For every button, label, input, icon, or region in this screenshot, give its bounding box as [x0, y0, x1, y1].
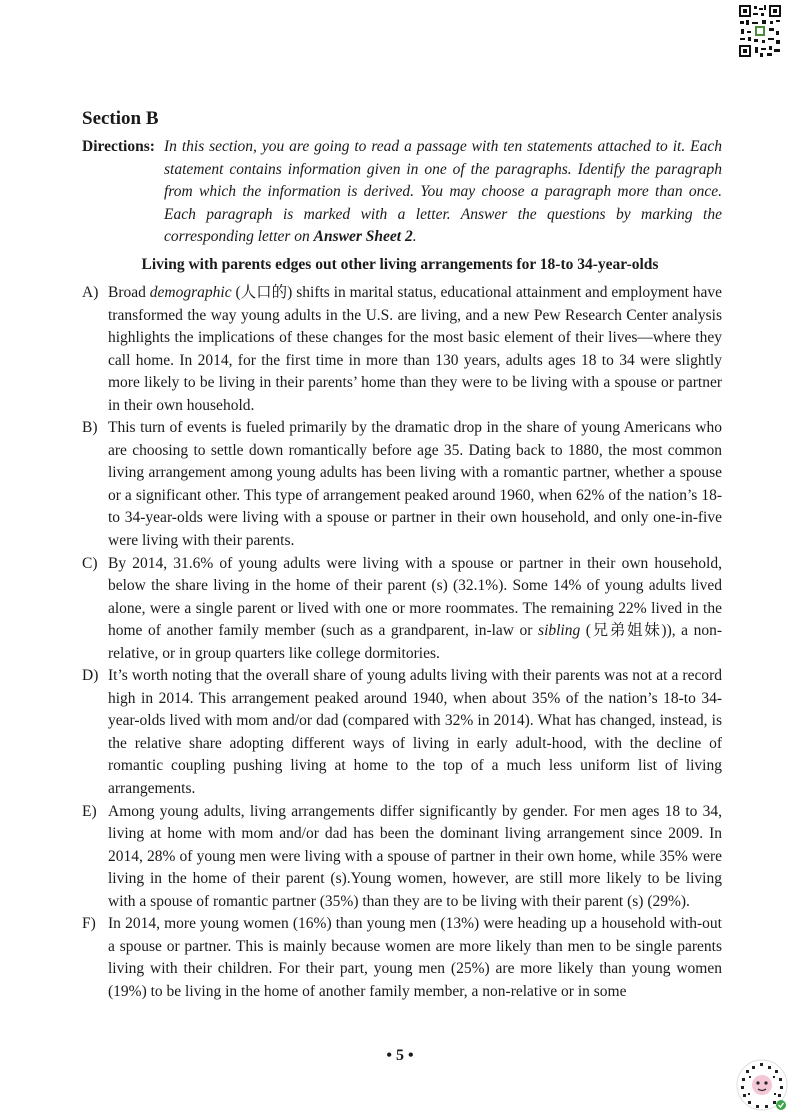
qr-code-icon: [736, 1058, 788, 1113]
paragraph-letter: A): [82, 284, 99, 301]
paragraph-e: [82, 801, 722, 914]
passage-title: Living with parents edges out other living arrangements for 18-to 34-year-olds: [141, 256, 659, 273]
paragraph-f: [82, 913, 722, 1003]
paragraph-letter: C): [82, 554, 98, 572]
directions-label: Directions:: [82, 138, 155, 155]
page-number: • 5 •: [386, 1047, 414, 1064]
directions-end: .: [412, 228, 417, 246]
directions-text: [164, 136, 722, 249]
paragraph-letter: D): [82, 667, 99, 685]
paragraph-a-pre: Broad: [108, 284, 146, 301]
paragraph-letter: B): [82, 419, 98, 437]
paragraph-a: [82, 282, 722, 417]
paragraph-a-post: shifts in marital status, educational attainment and employment have transformed the way young adults in the U.S. are living, and a new Pew Research Center analysis highlights the implications of these changes for the most basic element of their lives—where they call home. In 2014, for the first time in more than 130 years, adults ages 18 to 34 were slightly more likely to be living in their parents’ home than they were to be living with a spouse or partner in their own household.: [108, 284, 723, 414]
directions-block: [82, 136, 722, 249]
paragraph-b: [82, 417, 722, 552]
paragraph-c-post: ), a non-relative, or in group quarters like college dormitories.: [108, 622, 723, 662]
paragraph-c: [82, 553, 722, 666]
paragraph-f-text: In 2014, more young women (16%) than young men (13%) were heading up a household with-out a spouse or partner. This is mainly because women are more likely than men to be single parents living with their children. For their part, young men (25%) are more likely than young women (19%) to be living in the home of another family member, a non-relative or in some: [108, 915, 722, 1000]
paragraph-d-text: It’s worth noting that the overall share of young adults living with their parents was not at a record high in 2014. This arrangement peaked around 1940, when about 35% of the nation’s 18-to 34-year-olds lived with mom and/or dad (compared with 32% in 2014). What has changed, instead, is the relative share adopting different ways of living in early adult-hood, with the decline of romantic coupling pushing living at home to the top of a much less uniform list of living arrangements.: [108, 667, 722, 798]
paragraph-letter: E): [82, 802, 97, 820]
paragraph-b-text: This turn of events is fueled primarily by the dramatic drop in the share of young Americans who are choosing to settle down romantically before age 35. Dating back to 1880, the most common living arrangement among young adults has been living with a romantic partner, whether a spouse or a significant other. This type of arrangement peaked around 1960, when 62% of the nation’s 18- to 34-year-olds were living with a spouse or partner in their own household, and only one-in-five were living with their parents.: [108, 419, 722, 550]
paragraph-c-pre: By 2014, 31.6% of young adults were living with a spouse or partner in their own household, below the share living in the home of their parent (s) (32.1%). Some 14% of young adults lived alone, were a single parent or lived with one or more roommates. The remaining 22% lived in the home of another family member (such as a grandparent, in-law or: [108, 554, 722, 640]
term-demographic: demographic: [149, 284, 232, 301]
paragraph-letter: F): [82, 915, 96, 933]
paragraph-d: [82, 665, 722, 800]
directions-body: In this section, you are going to read a passage with ten statements attached to it. Each statement contains information given in one of the paragraphs. Identify the paragraph from which the information is derived. You may choose a paragraph more than once. Each paragraph is marked with a letter. Answer the questions by marking the corresponding letter on: [164, 138, 722, 246]
answer-sheet-label: Answer Sheet 2: [313, 228, 413, 246]
passage-body: [82, 282, 722, 1004]
gloss-sibling: (兄弟姐妹): [585, 622, 667, 640]
section-title: Section B: [82, 108, 159, 129]
gloss-demographic: (人口的): [235, 284, 293, 301]
paragraph-e-text: Among young adults, living arrangements differ significantly by gender. For men ages 18 to 34, living at home with mom and/or dad has been the dominant living arrangement since 2009. In 2014, 28% of young men were living with a spouse of partner in their own home, while 35% were living in the home of their parent (s).Young women, however, are still more likely to be living with a spouse of romantic partner (35%) than they are to be living with their parent (s) (29%).: [108, 802, 722, 910]
qr-code-icon: [738, 4, 782, 58]
term-sibling: sibling: [538, 622, 581, 640]
